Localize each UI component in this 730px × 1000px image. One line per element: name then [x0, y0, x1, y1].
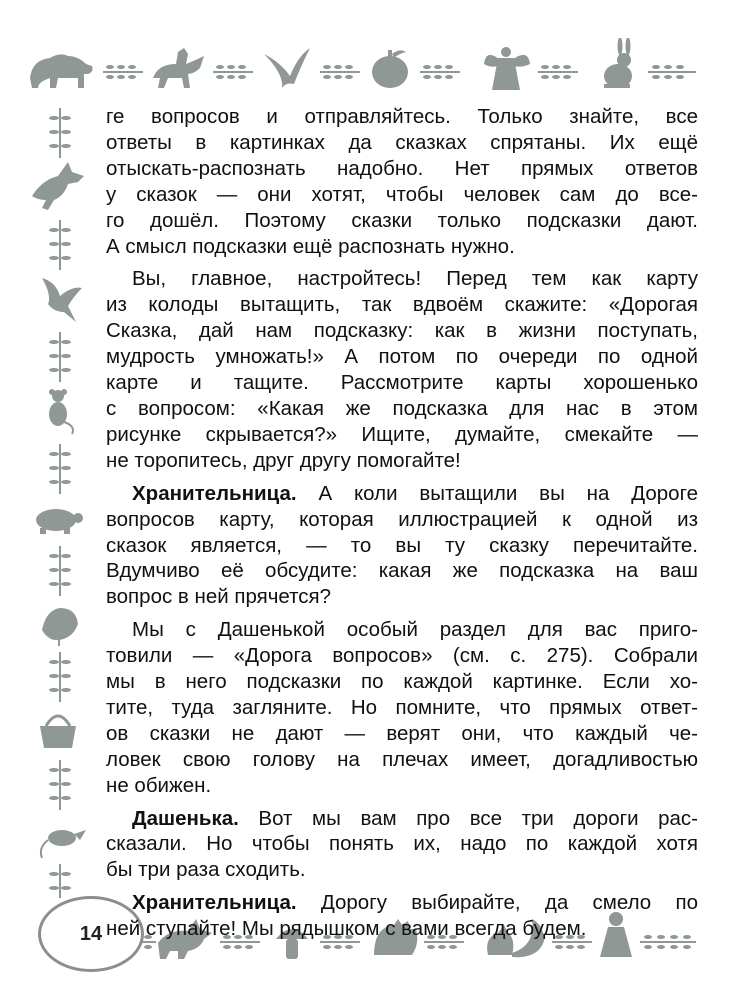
sprig-icon [420, 65, 460, 79]
text-line: с вопросом: «Какая же подсказка для нас в этом [106, 396, 698, 420]
text-line [106, 806, 698, 832]
speaker-name: Хранительница. [132, 481, 297, 505]
page-number: 14 [38, 896, 144, 972]
sprig-icon [49, 220, 71, 270]
leaf-icon [42, 608, 78, 646]
sprig-icon [49, 546, 71, 596]
paragraph [106, 617, 698, 798]
text-line: Вы, главное, настройтесь! Перед тем как карту [132, 267, 698, 291]
bear-icon [30, 54, 93, 88]
text-line: отыскать-распознать надобно. Нет прямых ответов [106, 156, 698, 180]
sprig-icon [49, 652, 71, 702]
paragraph [106, 104, 698, 259]
top-ornament [28, 38, 708, 98]
left-ornament [28, 100, 92, 900]
mouse-icon [49, 389, 73, 434]
text-line: ней ступайте! Мы рядышком с вами всегда будем. [106, 917, 587, 941]
text-line: сказали. Но чтобы понять их, надо по каждой хотя [106, 832, 698, 856]
text-line: вопрос в ней прячется? [106, 585, 332, 609]
basket-icon [40, 716, 76, 748]
text-line: А смысл подсказки ещё распознать нужно. [106, 234, 515, 258]
sprig-icon [103, 65, 143, 79]
bird-icon [42, 278, 82, 322]
text-line: сказок является, — то вы ту сказку перечитайте. [106, 533, 698, 557]
hare-icon [604, 38, 632, 88]
sprig-icon [213, 65, 253, 79]
text-line: ов сказки не дают — верят они, что каждый че- [106, 721, 698, 745]
text-line: бы три раза сходить. [106, 858, 306, 882]
text-line: ответы в картинках да сказках спрятаны. Их ещё [106, 130, 698, 154]
sprig-icon [320, 65, 360, 79]
text-line: тите, туда загляните. Но помните, что прямых ответ- [106, 695, 698, 719]
wolf-icon [32, 162, 84, 210]
speaker-name: Хранительница. [132, 891, 297, 915]
sprig-icon [49, 444, 71, 494]
paragraph [106, 266, 698, 473]
sprig-icon [648, 65, 696, 79]
sprig-icon [49, 108, 71, 158]
paragraph [106, 890, 698, 942]
line-text: Вот мы вам про все три дороги рас- [238, 806, 698, 830]
paragraph [106, 806, 698, 884]
text-line [106, 890, 698, 916]
text-line: у сказок — они хотят, чтобы человек сам до все- [106, 182, 698, 206]
speaker-name: Дашенька. [132, 806, 239, 830]
pumpkin-icon [372, 50, 408, 88]
swallow-icon [264, 48, 310, 88]
fairy-icon [484, 47, 530, 90]
turtle-icon [36, 509, 83, 534]
sprig-icon [49, 864, 71, 898]
text-line: мы в него подсказки по каждой картинке. Если хо- [106, 670, 698, 694]
text-line: ге вопросов и отправляйтесь. Только знайте, все [106, 105, 698, 128]
sprig-icon [49, 332, 71, 382]
rat-icon [41, 830, 86, 858]
text-line: из колоды вытащить, так вдвоём скажите: «Дорогая [106, 293, 698, 317]
text-line [106, 481, 698, 507]
line-text: А коли вытащили вы на Дороге [296, 481, 698, 505]
text-line: рисунке скрывается?» Ищите, думайте, смекайте — [106, 422, 698, 446]
text-line: мудрость умножать!» А потом по очереди по одной [106, 345, 698, 369]
text-line: не обижен. [106, 773, 212, 797]
sprig-icon [538, 65, 578, 79]
text-line: Сказка, дай нам подсказку: как в жизни поступать, [106, 319, 698, 343]
text-line: Вдумчиво её обсудите: какая же подсказка на ваш [106, 559, 698, 583]
text-line: Мы с Дашенькой особый раздел для вас приго- [132, 618, 698, 642]
text-line: ловек свою голову на плечах имеет, догадливостью [106, 747, 698, 771]
text-line: вопросов карту, которая иллюстрацией к одной из [106, 507, 698, 531]
line-text: Дорогу выбирайте, да смело по [296, 891, 698, 915]
body-text [106, 104, 698, 949]
text-line: карте и тащите. Рассмотрите карты хорошенько [106, 371, 698, 395]
sprig-icon [49, 760, 71, 810]
text-line: не торопитесь, друг другу помогайте! [106, 448, 461, 472]
paragraph [106, 481, 698, 611]
text-line: товили — «Дорога вопросов» (см. с. 275). Собрали [106, 644, 698, 668]
text-line: го дошёл. Поэтому сказки только подсказки дают. [106, 208, 698, 232]
horse-rider-icon [153, 48, 204, 88]
